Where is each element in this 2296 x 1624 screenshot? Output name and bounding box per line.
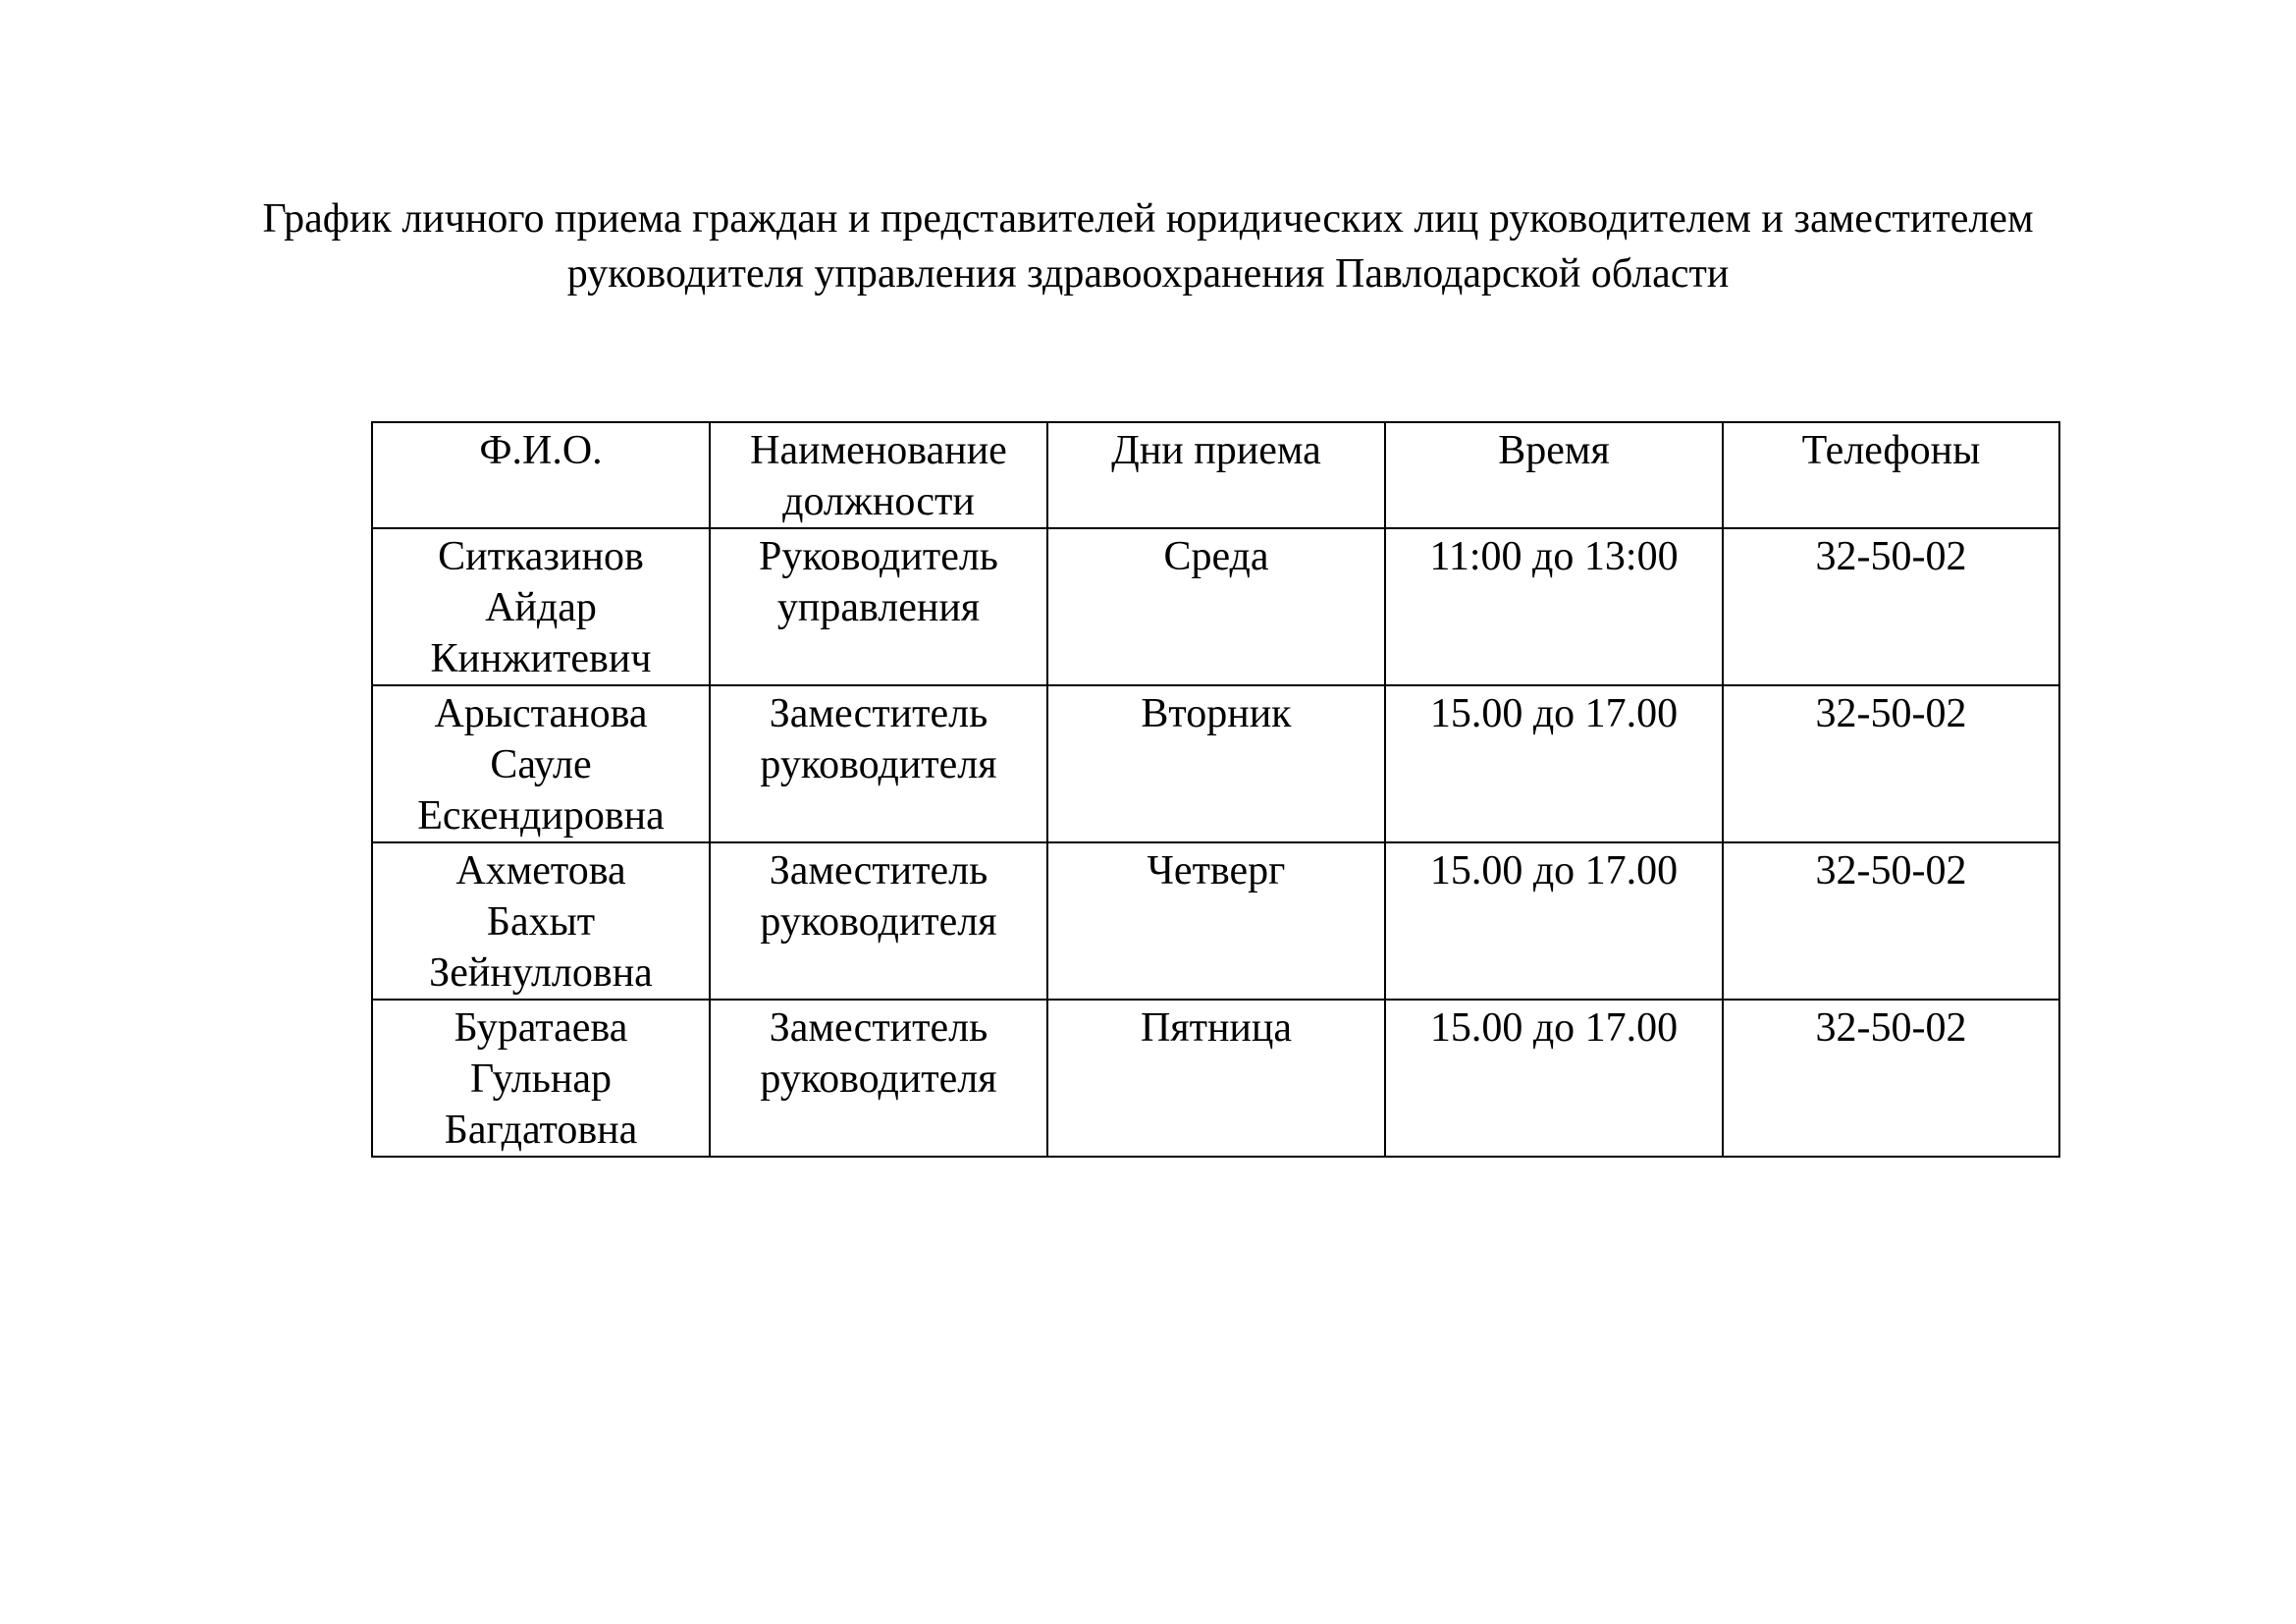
cell-phone: 32-50-02 [1723,685,2059,842]
cell-time: 11:00 до 13:00 [1385,528,1723,685]
cell-position: Заместитель руководителя [710,685,1047,842]
cell-day: Пятница [1047,1000,1385,1157]
table-header-row [372,422,2059,528]
header-days: Дни приема [1047,422,1385,528]
cell-position: Руководитель управления [710,528,1047,685]
title-line-1: График личного приема граждан и представителей юридических лиц руководителем и заместителем [262,196,2034,242]
cell-day: Вторник [1047,685,1385,842]
table-row [372,842,2059,1000]
header-position: Наименование должности [710,422,1047,528]
page-title [0,191,2296,301]
title-line-2: руководителя управления здравоохранения Павлодарской области [566,251,1730,297]
cell-phone: 32-50-02 [1723,528,2059,685]
table-row [372,1000,2059,1157]
table-row [372,685,2059,842]
cell-time: 15.00 до 17.00 [1385,1000,1723,1157]
cell-position: Заместитель руководителя [710,842,1047,1000]
cell-name: Арыстанова Сауле Ескендировна [372,685,710,842]
cell-phone: 32-50-02 [1723,842,2059,1000]
header-time: Время [1385,422,1723,528]
table-row [372,528,2059,685]
cell-position: Заместитель руководителя [710,1000,1047,1157]
cell-name: Ситказинов Айдар Кинжитевич [372,528,710,685]
cell-name: Ахметова Бахыт Зейнулловна [372,842,710,1000]
reception-schedule-table [371,421,2060,1158]
cell-time: 15.00 до 17.00 [1385,842,1723,1000]
cell-day: Среда [1047,528,1385,685]
cell-phone: 32-50-02 [1723,1000,2059,1157]
cell-name: Буратаева Гульнар Багдатовна [372,1000,710,1157]
cell-time: 15.00 до 17.00 [1385,685,1723,842]
cell-day: Четверг [1047,842,1385,1000]
header-name: Ф.И.О. [372,422,710,528]
header-phones: Телефоны [1723,422,2059,528]
